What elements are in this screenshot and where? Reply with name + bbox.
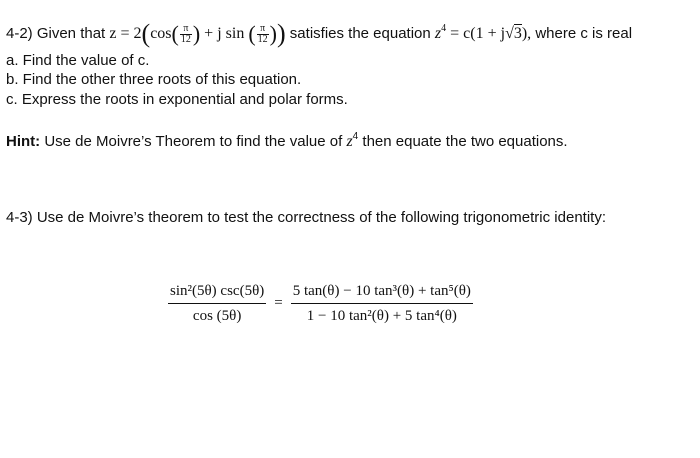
hint-label: Hint: [6, 133, 41, 150]
equation-z4: $z^4 = c(1 + j√3)$, [434, 23, 532, 43]
lhs-denominator: cos (5θ) [168, 303, 266, 325]
z-definition: z = 2(cos( $\frac{\pi}{12}$ ) + j sin ( $\frac{\pi}{12}$ )) [109, 19, 286, 49]
rhs-fraction [291, 282, 473, 325]
hint-sup: 4 [352, 131, 359, 142]
lhs-fraction [168, 282, 266, 325]
trig-identity [168, 282, 473, 325]
problem-4-2-statement [6, 19, 633, 49]
z-equals-two: z = 2 [109, 25, 142, 43]
mid-text: satisfies the equation [285, 25, 435, 43]
rhs-numerator: 5 tan(θ) − 10 tan³(θ) + tan⁵(θ) [292, 283, 471, 299]
lhs-numerator: sin²(5θ) csc(5θ) [170, 283, 265, 299]
hint-z: z [346, 133, 353, 150]
item-c: c. Express the roots in exponential and polar forms. [6, 91, 348, 108]
item-b: b. Find the other three roots of this equation. [6, 71, 302, 88]
hint-line [6, 133, 568, 151]
cos-function: cos [150, 25, 172, 43]
pi-over-12-fraction-2: $\frac{\pi}{12}$ [257, 23, 268, 45]
equals-sign: = [274, 295, 283, 311]
problem-4-2-prefix: 4-2) Given that [6, 25, 110, 43]
plus-j-sin: + j sin [204, 25, 245, 43]
problem-4-3-statement: 4-3) Use de Moivre’s theorem to test the correctness of the following trigonometric identity: [6, 209, 606, 226]
hint-text-1: Use de Moivre’s Theorem to find the value of [40, 133, 347, 150]
item-a: a. Find the value of c. [6, 52, 150, 69]
suffix-text: where c is real [531, 25, 633, 43]
pi-over-12-fraction: $\frac{\pi}{12}$ [180, 23, 191, 45]
rhs-denominator: 1 − 10 tan²(θ) + 5 tan⁴(θ) [291, 303, 473, 325]
hint-text-2: then equate the two equations. [358, 133, 568, 150]
